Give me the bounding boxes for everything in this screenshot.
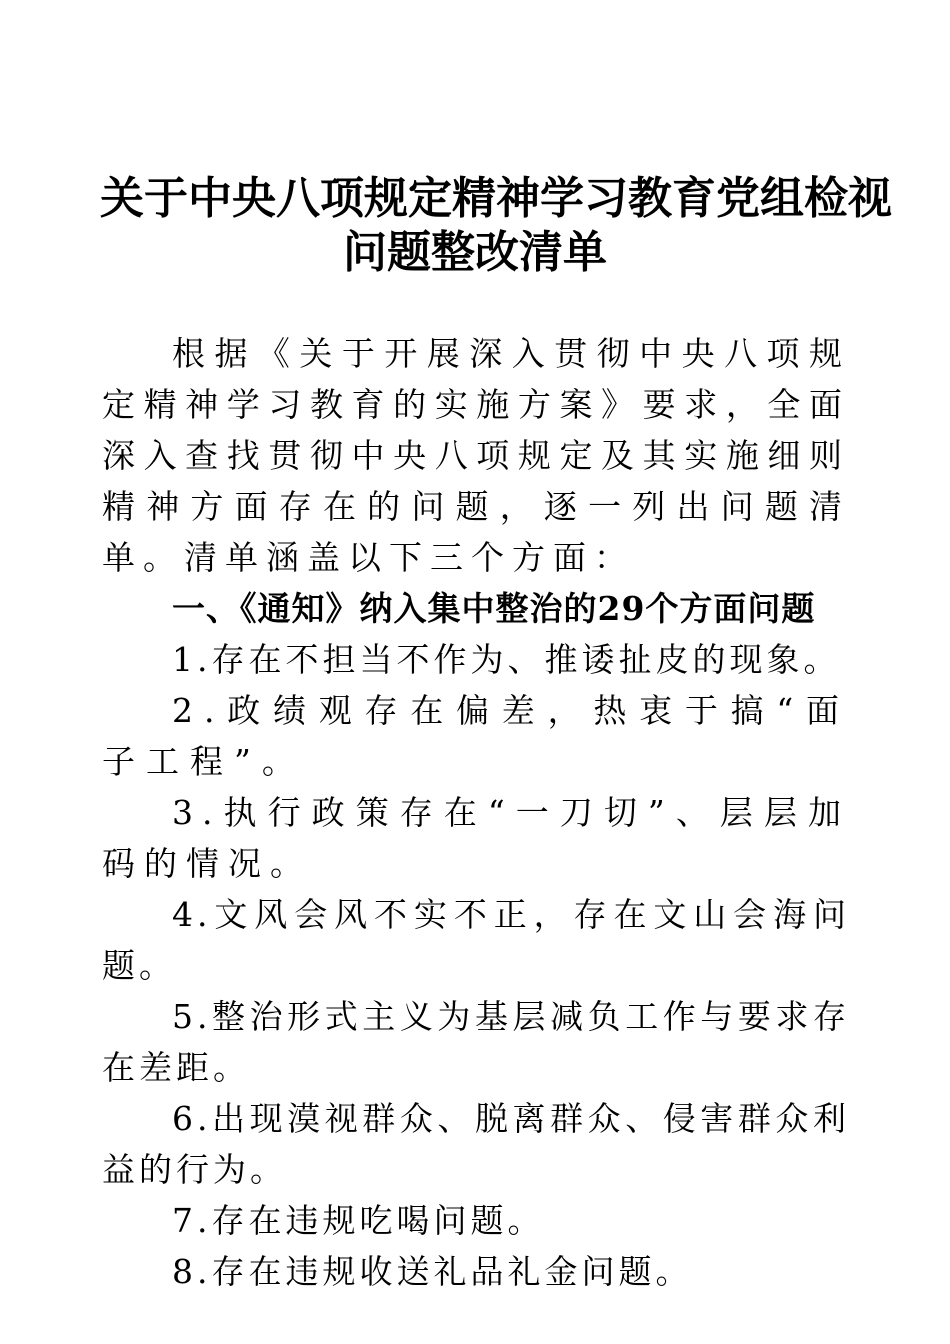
list-item: 2.政绩观存在偏差，热衷于搞“面子工程”。 [102, 691, 850, 781]
list-item: 7.存在违规吃喝问题。 [172, 1201, 545, 1240]
list-item: 3.执行政策存在“一刀切”、层层加码的情况。 [102, 793, 850, 883]
list-item: 1.存在不担当不作为、推诿扯皮的现象。 [172, 640, 841, 679]
list-item: 4.文风会风不实不正，存在文山会海问题。 [102, 895, 850, 985]
list-item: 6.出现漠视群众、脱离群众、侵害群众利益的行为。 [102, 1099, 850, 1189]
document-body [102, 328, 850, 1297]
intro-paragraph: 根据《关于开展深入贯彻中央八项规定精神学习教育的实施方案》要求，全面深入查找贯彻中央八项规定及其实施细则精神方面存在的问题，逐一列出问题清单。清单涵盖以下三个方面： [102, 334, 850, 577]
list-item: 8.存在违规收送礼品礼金问题。 [172, 1252, 693, 1291]
title-line-2: 问题整改清单 [343, 227, 607, 278]
section-heading: 一、《通知》纳入集中整治的29个方面问题 [172, 589, 816, 628]
title-line-1: 关于中央八项规定精神学习教育党组检视 [100, 173, 892, 224]
document-title [100, 172, 892, 280]
list-item: 5.整治形式主义为基层减负工作与要求存在差距。 [102, 997, 850, 1087]
